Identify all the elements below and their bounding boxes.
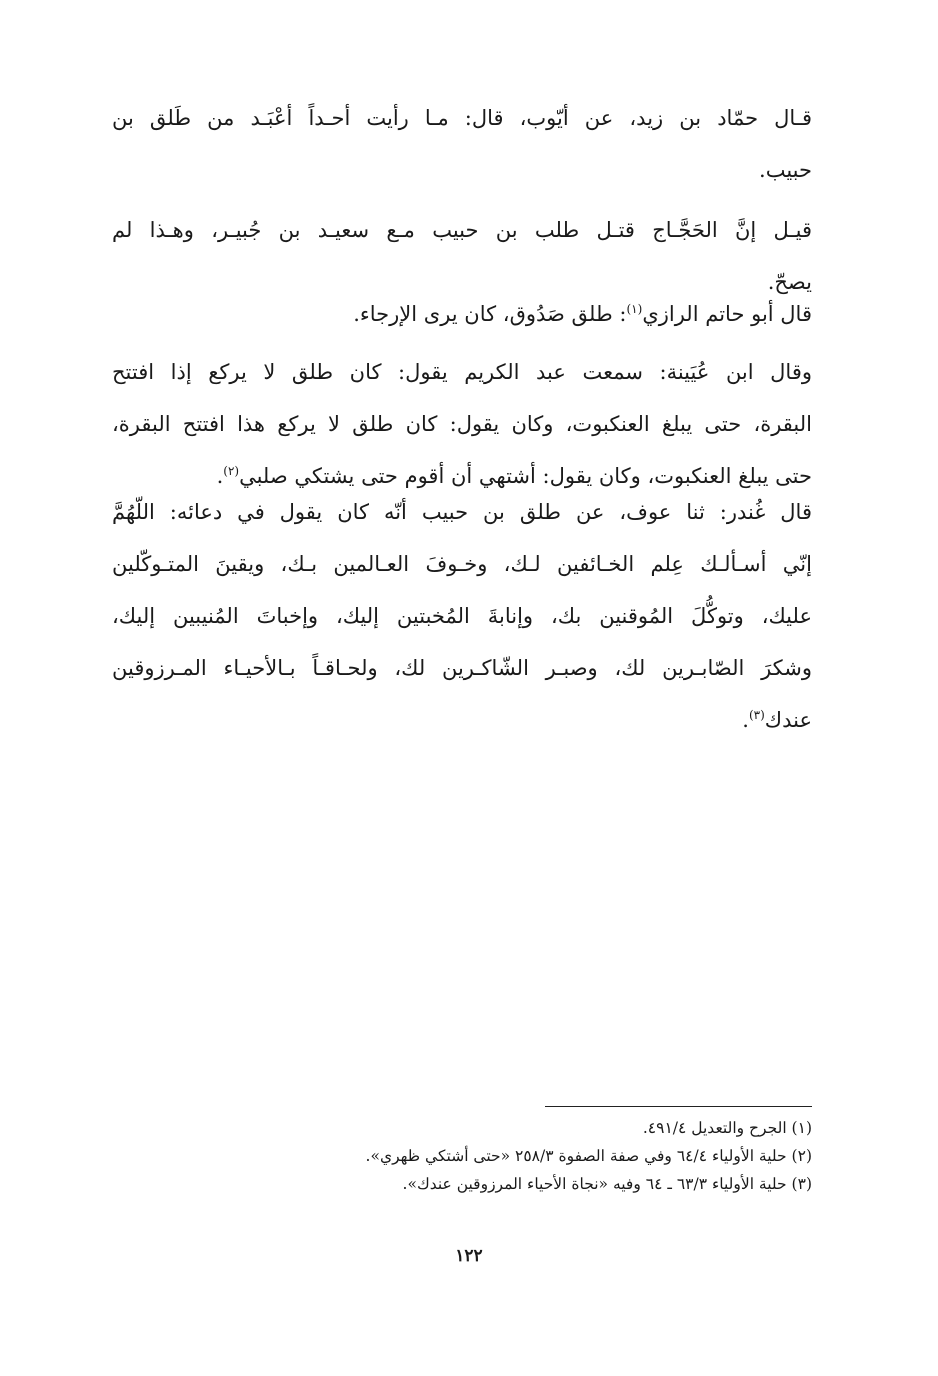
text-line: قيـل إنَّ الحَجَّـاج قتـل طلب بن حبيب مـع سعيـد بن جُبيـر، وهـذا لم	[112, 218, 812, 242]
footnote-divider	[545, 1106, 812, 1107]
footnote-marker: (٣)	[748, 708, 765, 722]
paragraph-hammad	[112, 92, 812, 196]
footnote-3: (٣) حلية الأولياء ٦٣/٣ ـ ٦٤ وفيه «نجاة الأحياء المرزوقين عندك».	[402, 1175, 812, 1193]
text-line: عليك، وتوكُّلَ المُوقنين بك، وإنابةَ المُخبتين إليك، وإخباتَ المُنيبين إليك،	[112, 604, 812, 628]
text-segment: قال أبو حاتم الرازي	[642, 302, 812, 326]
footnote-1: (١) الجرح والتعديل ٤٩١/٤.	[642, 1119, 812, 1137]
paragraph-ibn-uyayna	[112, 346, 812, 502]
paragraph-ghundar	[112, 486, 812, 746]
footnote-marker: (٢)	[223, 464, 240, 478]
footnote-2: (٢) حلية الأولياء ٦٤/٤ وفي صفة الصفوة ٢٥٨/٣ «حتى أشتكي ظهري».	[365, 1147, 812, 1165]
text-line: البقرة، حتى يبلغ العنكبوت، وكان يقول: كان طلق لا يركع هذا افتتح البقرة،	[112, 412, 812, 436]
footnotes	[250, 1114, 812, 1198]
text-line: حبيب.	[759, 158, 812, 182]
text-segment: .	[742, 708, 749, 732]
text-segment: عندك	[764, 708, 812, 732]
text-line: إنّي أسـألـك عِلم الخـائفين لـك، وخـوفَ العـالمين بـك، ويقينَ المتـوكّلين	[112, 552, 812, 576]
page-number: ١٢٢	[455, 1246, 483, 1266]
text-line	[112, 288, 812, 340]
text-segment: : طلق صَدُوق، كان يرى الإرجاء.	[353, 302, 627, 326]
paragraph-abu-hatim	[112, 288, 812, 340]
text-segment: حتى يبلغ العنكبوت، وكان يقول: أشتهي أن أقوم حتى يشتكي صلبي	[239, 464, 812, 488]
text-line	[112, 694, 812, 746]
text-line: قـال حمّاد بن زيد، عن أيّوب، قال: مـا رأيت أحـداً أعْبَـد من طَلق بن	[112, 106, 812, 130]
text-line: وشكرَ الصّابـرين لك، وصبـر الشّاكـرين لك، ولحـاقـاً بـالأحيـاء المـرزوقين	[112, 656, 812, 680]
text-line: وقال ابن عُيَينة: سمعت عبد الكريم يقول: كان طلق لا يركع إذا افتتح	[112, 360, 812, 384]
footnote-marker: (١)	[626, 302, 643, 316]
text-line: قال غُندر: ثنا عوف، عن طلق بن حبيب أنّه كان يقول في دعائه: اللّهُمَّ	[112, 500, 812, 524]
text-segment: .	[216, 464, 224, 488]
text-line: يصحّ.	[767, 270, 812, 294]
